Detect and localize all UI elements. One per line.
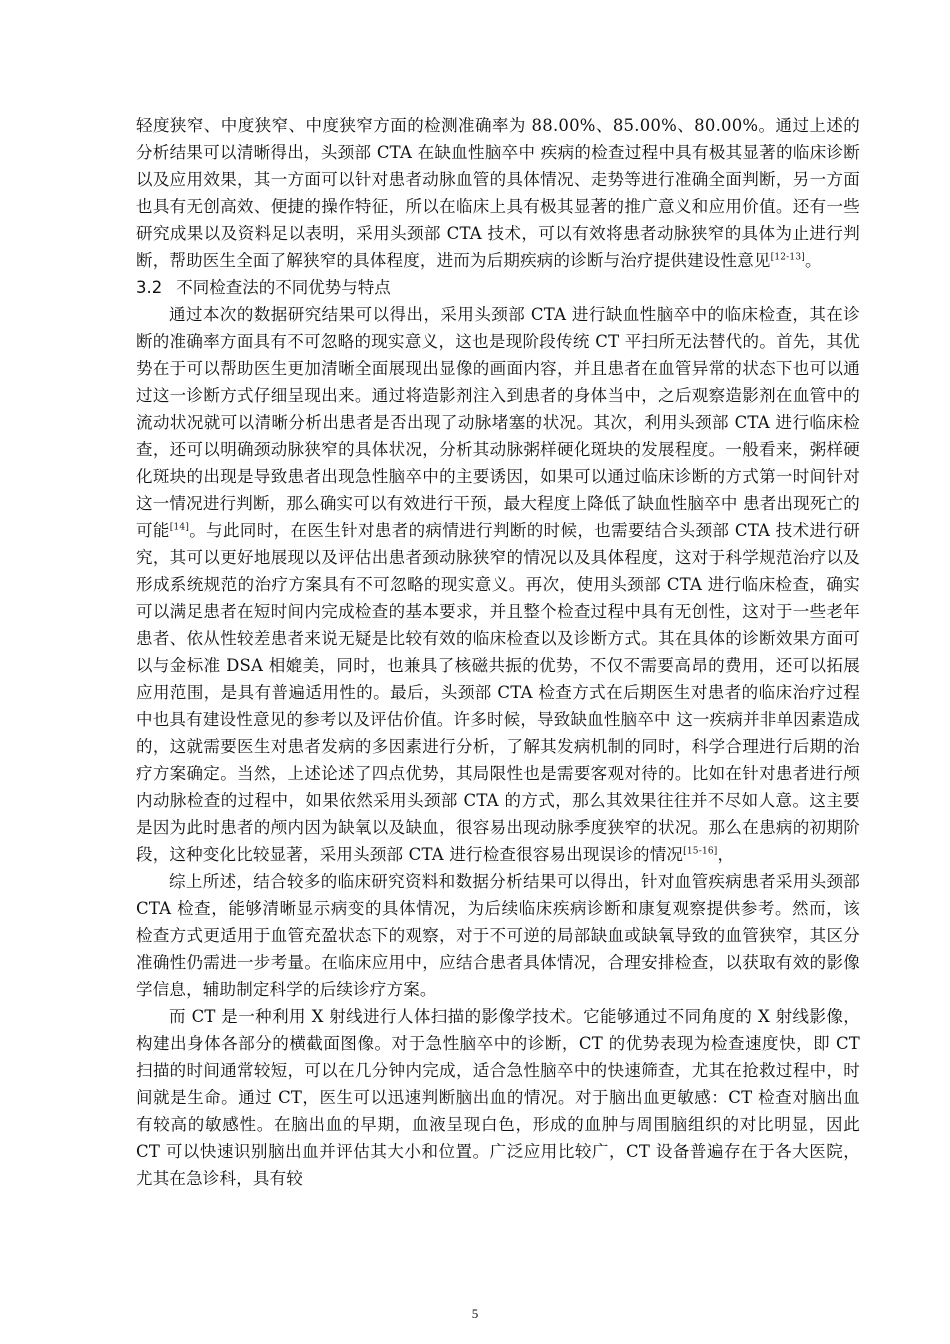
paragraph-3 [136, 868, 860, 1003]
citation-15-16: [15-16] [683, 846, 718, 857]
paragraph-2-text-2: 。与此同时，在医生针对患者的病情进行判断的时候，也需要结合头颈部 CTA 技术进行研究，其可以更好地展现以及评估出患者颈动脉狭窄的情况以及具体程度，这对于科学规范治疗以及形成系统规范的治疗方案具有不可忽略的现实意义。再次，使用头颈部 CTA 进行临床检查，确实可以满足患者在短时间内完成检查的基本要求，并且整个检查过程中具有无创性，这对于一些老年患者、依从性较差患者来说无疑是比较有效的临床检查以及诊断方式。其在具体的诊断效果方面可以与金标准 DSA 相媲美，同时，也兼具了核磁共振的优势，不仅不需要高昂的费用，还可以拓展应用范围，是具有普遍适用性的。最后，头颈部 CTA 检查方式在后期医生对患者的临床治疗过程中也具有建设性意见的参考以及评估价值。许多时候，导致缺血性脑卒中 这一疾病并非单因素造成的，这就需要医生对患者发病的多因素进行分析，了解其发病机制的同时，科学合理进行后期的治疗方案确定。当然，上述论述了四点优势，其局限性也是需要客观对待的。比如在针对患者进行颅内动脉检查的过程中，如果依然采用头颈部 CTA 的方式，那么其效果往往并不尽如人意。这主要是因为此时患者的颅内因为缺氧以及缺血，很容易出现动脉季度狭窄的状况。那么在患病的初期阶段，这种变化比较显著，采用头颈部 CTA 进行检查很容易出现误诊的情况 [136, 521, 860, 864]
section-title: 不同检查法的不同优势与特点 [176, 278, 391, 297]
page-number: 5 [471, 1306, 479, 1321]
paragraph-4-text: 而 CT 是一种利用 X 射线进行人体扫描的影像学技术。它能够通过不同角度的 X 射线影像，构建出身体各部分的横截面图像。对于急性脑卒中的诊断，CT 的优势表现为检查速度快，即 CT 扫描的时间通常较短，可以在几分钟内完成，适合急性脑卒中的快速筛查，尤其在抢救过程中，时间就是生命。通过 CT，医生可以迅速判断脑出血的情况。对于脑出血更敏感：CT 检查对脑出血有较高的敏感性。在脑出血的早期，血液呈现白色，形成的血肿与周围脑组织的对比明显，因此 CT 可以快速识别脑出血并评估其大小和位置。广泛应用比较广，CT 设备普遍存在于各大医院，尤其在急诊科，具有较 [136, 1007, 860, 1188]
paragraph-2-text: 通过本次的数据研究结果可以得出，采用头颈部 CTA 进行缺血性脑卒中的临床检查，其在诊断的准确率方面具有不可忽略的现实意义，这也是现阶段传统 CT 平扫所无法替代的。首先，其优势在于可以帮助医生更加清晰全面展现出显像的画面内容，并且患者在血管异常的状态下也可以通过这一诊断方式仔细呈现出来。通过将造影剂注入到患者的身体当中，之后观察造影剂在血管中的流动状况就可以清晰分析出患者是否出现了动脉堵塞的状况。其次，利用头颈部 CTA 进行临床检查，还可以明确颈动脉狭窄的具体状况，分析其动脉粥样硬化斑块的发展程度。一般看来，粥样硬化斑块的出现是导致患者出现急性脑卒中的主要诱因，如果可以通过临床诊断的方式第一时间针对这一情况进行判断，那么确实可以有效进行干预，最大程度上降低了缺血性脑卒中 患者出现死亡的可能 [136, 305, 860, 540]
section-number: 3.2 [136, 278, 163, 297]
paragraph-1-end: 。 [804, 251, 822, 270]
citation-14: [14] [169, 522, 190, 533]
citation-12-13: [12-13] [770, 252, 805, 263]
section-heading [136, 274, 860, 301]
paragraph-2 [136, 301, 860, 868]
paragraph-3-text: 综上所述，结合较多的临床研究资料和数据分析结果可以得出，针对血管疾病患者采用头颈部 CTA 检查，能够清晰显示病变的具体情况，为后续临床疾病诊断和康复观察提供参考。然而，该检查方式更适用于血管充盈状态下的观察，对于不可逆的局部缺血或缺氧导致的血管狭窄，其区分准确性仍需进一步考量。在临床应用中，应结合患者具体情况，合理安排检查，以获取有效的影像学信息，辅助制定科学的后续诊疗方案。 [136, 872, 860, 999]
paragraph-1-text: 轻度狭窄、中度狭窄、中度狭窄方面的检测准确率为 88.00%、85.00%、80.00%。通过上述的分析结果可以清晰得出，头颈部 CTA 在缺血性脑卒中 疾病的检查过程中具有极其显著的临床诊断以及应用效果，其一方面可以针对患者动脉血管的具体情况、走势等进行准确全面判断，另一方面也具有无创高效、便捷的操作特征，所以在临床上具有极其显著的推广意义和应用价值。还有一些研究成果以及资料足以表明，采用头颈部 CTA 技术，可以有效将患者动脉狭窄的具体为止进行判断，帮助医生全面了解狭窄的具体程度，进而为后期疾病的诊断与治疗提供建设性意见 [136, 116, 860, 270]
paragraph-2-end: ， [717, 845, 735, 864]
paragraph-1 [136, 112, 860, 274]
document-body [136, 112, 860, 1192]
paragraph-4 [136, 1003, 860, 1192]
